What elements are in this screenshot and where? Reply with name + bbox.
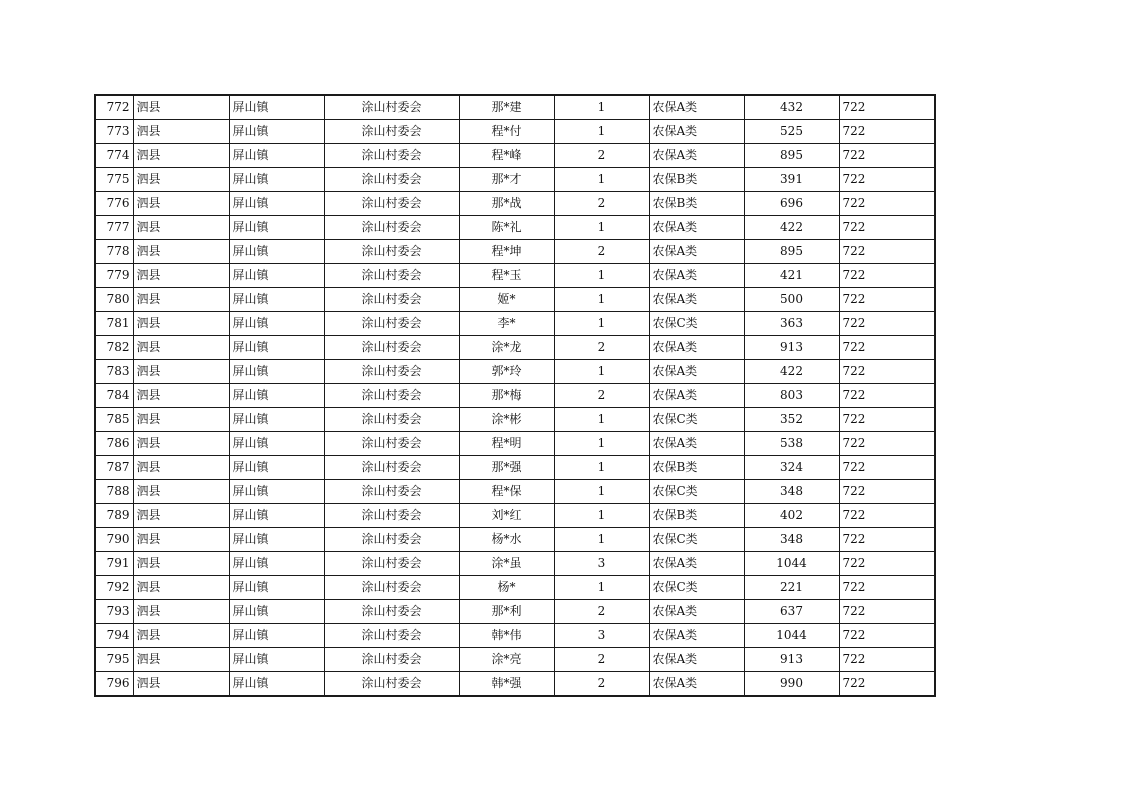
code-cell: 722 bbox=[839, 336, 935, 360]
name-cell: 那*战 bbox=[459, 192, 554, 216]
village-committee-cell: 涂山村委会 bbox=[324, 264, 459, 288]
code-cell: 722 bbox=[839, 216, 935, 240]
table-row bbox=[95, 336, 935, 360]
name-cell: 程*保 bbox=[459, 480, 554, 504]
household-count-cell: 1 bbox=[554, 168, 649, 192]
amount-cell: 803 bbox=[744, 384, 839, 408]
table-row bbox=[95, 432, 935, 456]
village-committee-cell: 涂山村委会 bbox=[324, 144, 459, 168]
town-cell: 屏山镇 bbox=[229, 600, 324, 624]
row-number-cell: 776 bbox=[95, 192, 133, 216]
insurance-type-cell: 农保A类 bbox=[649, 552, 744, 576]
household-count-cell: 2 bbox=[554, 648, 649, 672]
town-cell: 屏山镇 bbox=[229, 216, 324, 240]
village-committee-cell: 涂山村委会 bbox=[324, 216, 459, 240]
row-number-cell: 789 bbox=[95, 504, 133, 528]
county-cell: 泗县 bbox=[133, 120, 229, 144]
village-committee-cell: 涂山村委会 bbox=[324, 408, 459, 432]
row-number-cell: 786 bbox=[95, 432, 133, 456]
row-number-cell: 793 bbox=[95, 600, 133, 624]
insurance-type-cell: 农保C类 bbox=[649, 576, 744, 600]
town-cell: 屏山镇 bbox=[229, 192, 324, 216]
county-cell: 泗县 bbox=[133, 408, 229, 432]
row-number-cell: 773 bbox=[95, 120, 133, 144]
code-cell: 722 bbox=[839, 504, 935, 528]
table-row bbox=[95, 288, 935, 312]
row-number-cell: 790 bbox=[95, 528, 133, 552]
insurance-type-cell: 农保A类 bbox=[649, 384, 744, 408]
county-cell: 泗县 bbox=[133, 216, 229, 240]
code-cell: 722 bbox=[839, 360, 935, 384]
insurance-type-cell: 农保C类 bbox=[649, 408, 744, 432]
row-number-cell: 779 bbox=[95, 264, 133, 288]
village-committee-cell: 涂山村委会 bbox=[324, 504, 459, 528]
amount-cell: 348 bbox=[744, 480, 839, 504]
household-count-cell: 1 bbox=[554, 288, 649, 312]
county-cell: 泗县 bbox=[133, 192, 229, 216]
county-cell: 泗县 bbox=[133, 384, 229, 408]
code-cell: 722 bbox=[839, 600, 935, 624]
household-count-cell: 1 bbox=[554, 576, 649, 600]
insurance-type-cell: 农保B类 bbox=[649, 192, 744, 216]
insurance-type-cell: 农保A类 bbox=[649, 624, 744, 648]
county-cell: 泗县 bbox=[133, 624, 229, 648]
village-committee-cell: 涂山村委会 bbox=[324, 432, 459, 456]
amount-cell: 348 bbox=[744, 528, 839, 552]
insurance-type-cell: 农保A类 bbox=[649, 264, 744, 288]
table-row bbox=[95, 408, 935, 432]
county-cell: 泗县 bbox=[133, 168, 229, 192]
village-committee-cell: 涂山村委会 bbox=[324, 624, 459, 648]
name-cell: 韩*强 bbox=[459, 672, 554, 697]
table-row bbox=[95, 600, 935, 624]
table-row bbox=[95, 528, 935, 552]
household-count-cell: 1 bbox=[554, 216, 649, 240]
table-row bbox=[95, 144, 935, 168]
insurance-type-cell: 农保C类 bbox=[649, 480, 744, 504]
town-cell: 屏山镇 bbox=[229, 144, 324, 168]
code-cell: 722 bbox=[839, 168, 935, 192]
name-cell: 涂*龙 bbox=[459, 336, 554, 360]
village-committee-cell: 涂山村委会 bbox=[324, 168, 459, 192]
code-cell: 722 bbox=[839, 240, 935, 264]
county-cell: 泗县 bbox=[133, 312, 229, 336]
town-cell: 屏山镇 bbox=[229, 576, 324, 600]
row-number-cell: 775 bbox=[95, 168, 133, 192]
amount-cell: 895 bbox=[744, 144, 839, 168]
table-row bbox=[95, 360, 935, 384]
code-cell: 722 bbox=[839, 624, 935, 648]
town-cell: 屏山镇 bbox=[229, 432, 324, 456]
insurance-type-cell: 农保A类 bbox=[649, 360, 744, 384]
insurance-type-cell: 农保A类 bbox=[649, 336, 744, 360]
row-number-cell: 785 bbox=[95, 408, 133, 432]
name-cell: 韩*伟 bbox=[459, 624, 554, 648]
code-cell: 722 bbox=[839, 264, 935, 288]
code-cell: 722 bbox=[839, 312, 935, 336]
table-row bbox=[95, 624, 935, 648]
code-cell: 722 bbox=[839, 384, 935, 408]
code-cell: 722 bbox=[839, 120, 935, 144]
insurance-type-cell: 农保C类 bbox=[649, 528, 744, 552]
name-cell: 那*建 bbox=[459, 95, 554, 120]
insurance-type-cell: 农保A类 bbox=[649, 120, 744, 144]
code-cell: 722 bbox=[839, 144, 935, 168]
table-row bbox=[95, 312, 935, 336]
town-cell: 屏山镇 bbox=[229, 624, 324, 648]
county-cell: 泗县 bbox=[133, 264, 229, 288]
village-committee-cell: 涂山村委会 bbox=[324, 480, 459, 504]
village-committee-cell: 涂山村委会 bbox=[324, 456, 459, 480]
code-cell: 722 bbox=[839, 552, 935, 576]
household-count-cell: 3 bbox=[554, 552, 649, 576]
table-row bbox=[95, 240, 935, 264]
household-count-cell: 1 bbox=[554, 504, 649, 528]
table-row bbox=[95, 95, 935, 120]
name-cell: 那*强 bbox=[459, 456, 554, 480]
row-number-cell: 783 bbox=[95, 360, 133, 384]
household-count-cell: 3 bbox=[554, 624, 649, 648]
household-count-cell: 2 bbox=[554, 672, 649, 697]
village-committee-cell: 涂山村委会 bbox=[324, 600, 459, 624]
name-cell: 姬* bbox=[459, 288, 554, 312]
county-cell: 泗县 bbox=[133, 480, 229, 504]
name-cell: 杨* bbox=[459, 576, 554, 600]
name-cell: 程*玉 bbox=[459, 264, 554, 288]
household-count-cell: 1 bbox=[554, 480, 649, 504]
code-cell: 722 bbox=[839, 432, 935, 456]
table-body bbox=[95, 95, 935, 696]
household-count-cell: 2 bbox=[554, 240, 649, 264]
county-cell: 泗县 bbox=[133, 672, 229, 697]
code-cell: 722 bbox=[839, 528, 935, 552]
county-cell: 泗县 bbox=[133, 648, 229, 672]
name-cell: 陈*礼 bbox=[459, 216, 554, 240]
village-committee-cell: 涂山村委会 bbox=[324, 95, 459, 120]
name-cell: 李* bbox=[459, 312, 554, 336]
table-row bbox=[95, 672, 935, 697]
town-cell: 屏山镇 bbox=[229, 95, 324, 120]
household-count-cell: 1 bbox=[554, 95, 649, 120]
county-cell: 泗县 bbox=[133, 288, 229, 312]
amount-cell: 402 bbox=[744, 504, 839, 528]
name-cell: 涂*亮 bbox=[459, 648, 554, 672]
table-row bbox=[95, 648, 935, 672]
table-row bbox=[95, 552, 935, 576]
table-row bbox=[95, 168, 935, 192]
village-committee-cell: 涂山村委会 bbox=[324, 192, 459, 216]
town-cell: 屏山镇 bbox=[229, 240, 324, 264]
amount-cell: 221 bbox=[744, 576, 839, 600]
county-cell: 泗县 bbox=[133, 528, 229, 552]
amount-cell: 324 bbox=[744, 456, 839, 480]
amount-cell: 696 bbox=[744, 192, 839, 216]
village-committee-cell: 涂山村委会 bbox=[324, 648, 459, 672]
household-count-cell: 1 bbox=[554, 408, 649, 432]
insurance-type-cell: 农保A类 bbox=[649, 432, 744, 456]
table-row bbox=[95, 216, 935, 240]
code-cell: 722 bbox=[839, 576, 935, 600]
code-cell: 722 bbox=[839, 672, 935, 697]
amount-cell: 421 bbox=[744, 264, 839, 288]
row-number-cell: 784 bbox=[95, 384, 133, 408]
name-cell: 郭*玲 bbox=[459, 360, 554, 384]
household-count-cell: 1 bbox=[554, 528, 649, 552]
row-number-cell: 780 bbox=[95, 288, 133, 312]
amount-cell: 422 bbox=[744, 216, 839, 240]
table-row bbox=[95, 192, 935, 216]
town-cell: 屏山镇 bbox=[229, 264, 324, 288]
insurance-type-cell: 农保A类 bbox=[649, 288, 744, 312]
town-cell: 屏山镇 bbox=[229, 480, 324, 504]
village-committee-cell: 涂山村委会 bbox=[324, 552, 459, 576]
village-committee-cell: 涂山村委会 bbox=[324, 288, 459, 312]
amount-cell: 1044 bbox=[744, 624, 839, 648]
insurance-type-cell: 农保A类 bbox=[649, 240, 744, 264]
household-count-cell: 1 bbox=[554, 312, 649, 336]
row-number-cell: 788 bbox=[95, 480, 133, 504]
household-count-cell: 1 bbox=[554, 360, 649, 384]
insurance-type-cell: 农保A类 bbox=[649, 600, 744, 624]
insurance-type-cell: 农保A类 bbox=[649, 672, 744, 697]
name-cell: 程*坤 bbox=[459, 240, 554, 264]
name-cell: 那*利 bbox=[459, 600, 554, 624]
village-committee-cell: 涂山村委会 bbox=[324, 360, 459, 384]
row-number-cell: 791 bbox=[95, 552, 133, 576]
insurance-type-cell: 农保A类 bbox=[649, 216, 744, 240]
code-cell: 722 bbox=[839, 192, 935, 216]
town-cell: 屏山镇 bbox=[229, 288, 324, 312]
row-number-cell: 796 bbox=[95, 672, 133, 697]
code-cell: 722 bbox=[839, 456, 935, 480]
table-row bbox=[95, 384, 935, 408]
town-cell: 屏山镇 bbox=[229, 336, 324, 360]
amount-cell: 422 bbox=[744, 360, 839, 384]
village-committee-cell: 涂山村委会 bbox=[324, 312, 459, 336]
village-committee-cell: 涂山村委会 bbox=[324, 672, 459, 697]
code-cell: 722 bbox=[839, 480, 935, 504]
amount-cell: 895 bbox=[744, 240, 839, 264]
amount-cell: 1044 bbox=[744, 552, 839, 576]
county-cell: 泗县 bbox=[133, 95, 229, 120]
amount-cell: 432 bbox=[744, 95, 839, 120]
name-cell: 刘*红 bbox=[459, 504, 554, 528]
code-cell: 722 bbox=[839, 95, 935, 120]
amount-cell: 637 bbox=[744, 600, 839, 624]
amount-cell: 391 bbox=[744, 168, 839, 192]
name-cell: 程*峰 bbox=[459, 144, 554, 168]
county-cell: 泗县 bbox=[133, 600, 229, 624]
amount-cell: 352 bbox=[744, 408, 839, 432]
town-cell: 屏山镇 bbox=[229, 120, 324, 144]
household-count-cell: 1 bbox=[554, 432, 649, 456]
village-committee-cell: 涂山村委会 bbox=[324, 120, 459, 144]
name-cell: 那*梅 bbox=[459, 384, 554, 408]
name-cell: 涂*虽 bbox=[459, 552, 554, 576]
name-cell: 杨*水 bbox=[459, 528, 554, 552]
code-cell: 722 bbox=[839, 648, 935, 672]
insurance-type-cell: 农保B类 bbox=[649, 504, 744, 528]
county-cell: 泗县 bbox=[133, 336, 229, 360]
county-cell: 泗县 bbox=[133, 552, 229, 576]
town-cell: 屏山镇 bbox=[229, 648, 324, 672]
insurance-type-cell: 农保A类 bbox=[649, 648, 744, 672]
table-row bbox=[95, 120, 935, 144]
data-table bbox=[94, 94, 936, 697]
amount-cell: 500 bbox=[744, 288, 839, 312]
row-number-cell: 792 bbox=[95, 576, 133, 600]
town-cell: 屏山镇 bbox=[229, 384, 324, 408]
name-cell: 涂*彬 bbox=[459, 408, 554, 432]
row-number-cell: 795 bbox=[95, 648, 133, 672]
insurance-type-cell: 农保B类 bbox=[649, 168, 744, 192]
town-cell: 屏山镇 bbox=[229, 408, 324, 432]
code-cell: 722 bbox=[839, 288, 935, 312]
town-cell: 屏山镇 bbox=[229, 456, 324, 480]
household-count-cell: 1 bbox=[554, 264, 649, 288]
row-number-cell: 774 bbox=[95, 144, 133, 168]
town-cell: 屏山镇 bbox=[229, 528, 324, 552]
household-count-cell: 2 bbox=[554, 600, 649, 624]
town-cell: 屏山镇 bbox=[229, 672, 324, 697]
household-count-cell: 2 bbox=[554, 336, 649, 360]
county-cell: 泗县 bbox=[133, 144, 229, 168]
town-cell: 屏山镇 bbox=[229, 552, 324, 576]
county-cell: 泗县 bbox=[133, 504, 229, 528]
household-count-cell: 2 bbox=[554, 144, 649, 168]
row-number-cell: 787 bbox=[95, 456, 133, 480]
town-cell: 屏山镇 bbox=[229, 504, 324, 528]
name-cell: 程*明 bbox=[459, 432, 554, 456]
table-row bbox=[95, 504, 935, 528]
town-cell: 屏山镇 bbox=[229, 312, 324, 336]
insurance-type-cell: 农保A类 bbox=[649, 144, 744, 168]
amount-cell: 913 bbox=[744, 648, 839, 672]
table-row bbox=[95, 264, 935, 288]
row-number-cell: 777 bbox=[95, 216, 133, 240]
insurance-type-cell: 农保C类 bbox=[649, 312, 744, 336]
insurance-type-cell: 农保B类 bbox=[649, 456, 744, 480]
name-cell: 那*才 bbox=[459, 168, 554, 192]
household-count-cell: 2 bbox=[554, 192, 649, 216]
county-cell: 泗县 bbox=[133, 456, 229, 480]
household-count-cell: 1 bbox=[554, 456, 649, 480]
town-cell: 屏山镇 bbox=[229, 360, 324, 384]
amount-cell: 525 bbox=[744, 120, 839, 144]
name-cell: 程*付 bbox=[459, 120, 554, 144]
household-count-cell: 1 bbox=[554, 120, 649, 144]
table-row bbox=[95, 456, 935, 480]
village-committee-cell: 涂山村委会 bbox=[324, 528, 459, 552]
village-committee-cell: 涂山村委会 bbox=[324, 384, 459, 408]
county-cell: 泗县 bbox=[133, 240, 229, 264]
amount-cell: 990 bbox=[744, 672, 839, 697]
village-committee-cell: 涂山村委会 bbox=[324, 576, 459, 600]
insurance-type-cell: 农保A类 bbox=[649, 95, 744, 120]
row-number-cell: 772 bbox=[95, 95, 133, 120]
amount-cell: 538 bbox=[744, 432, 839, 456]
village-committee-cell: 涂山村委会 bbox=[324, 240, 459, 264]
village-committee-cell: 涂山村委会 bbox=[324, 336, 459, 360]
household-count-cell: 2 bbox=[554, 384, 649, 408]
row-number-cell: 794 bbox=[95, 624, 133, 648]
row-number-cell: 782 bbox=[95, 336, 133, 360]
town-cell: 屏山镇 bbox=[229, 168, 324, 192]
amount-cell: 913 bbox=[744, 336, 839, 360]
row-number-cell: 778 bbox=[95, 240, 133, 264]
county-cell: 泗县 bbox=[133, 432, 229, 456]
code-cell: 722 bbox=[839, 408, 935, 432]
table-row bbox=[95, 576, 935, 600]
county-cell: 泗县 bbox=[133, 576, 229, 600]
amount-cell: 363 bbox=[744, 312, 839, 336]
row-number-cell: 781 bbox=[95, 312, 133, 336]
county-cell: 泗县 bbox=[133, 360, 229, 384]
table-row bbox=[95, 480, 935, 504]
